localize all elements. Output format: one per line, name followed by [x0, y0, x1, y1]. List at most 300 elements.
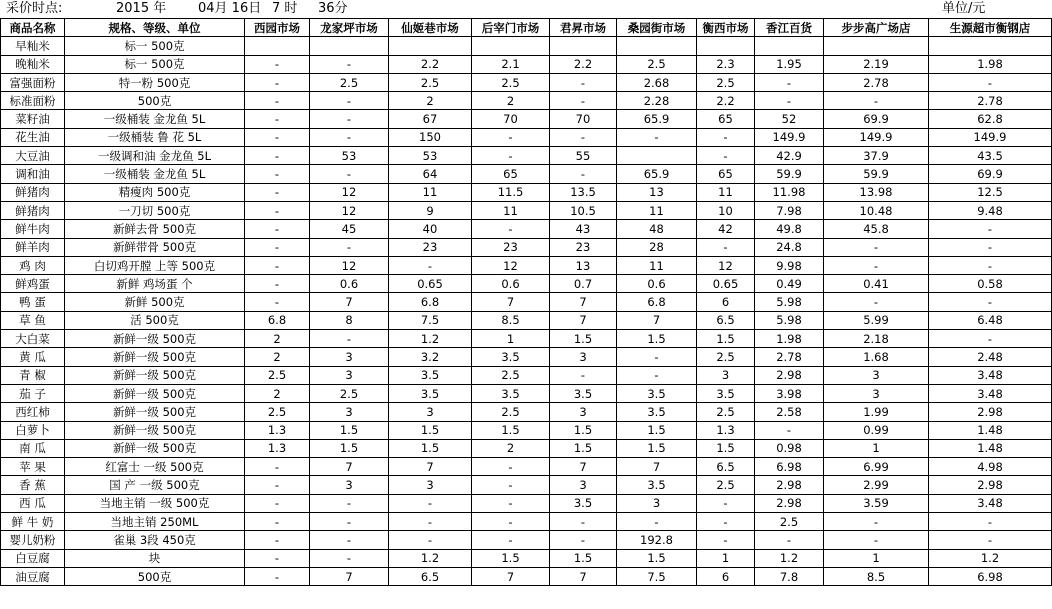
price-cell: 1.68	[824, 348, 929, 366]
price-cell: 8.5	[472, 311, 550, 329]
price-cell: 23	[550, 238, 617, 256]
table-row	[1, 366, 1052, 384]
price-cell: -	[310, 330, 389, 348]
price-cell: 3.98	[755, 384, 824, 402]
price-cell: -	[245, 549, 310, 567]
price-cell: 1.5	[697, 330, 755, 348]
price-cell: 65	[697, 110, 755, 128]
spec-cell: 白切鸡开膛 上等 500克	[65, 256, 245, 274]
table-row	[1, 37, 1052, 55]
price-cell: 3.59	[824, 494, 929, 512]
price-cell: 2.78	[824, 73, 929, 91]
price-cell: 2.5	[697, 476, 755, 494]
price-cell: 7	[310, 458, 389, 476]
price-cell: 1.5	[389, 439, 472, 457]
price-cell: 9.98	[755, 256, 824, 274]
price-cell: -	[389, 531, 472, 549]
price-cell: 7	[617, 458, 697, 476]
price-cell: 7.5	[389, 311, 472, 329]
price-cell: 0.6	[472, 275, 550, 293]
price-cell: -	[824, 256, 929, 274]
table-row	[1, 55, 1052, 73]
price-cell	[472, 37, 550, 55]
price-cell: 2.58	[755, 403, 824, 421]
price-cell: 1.5	[550, 439, 617, 457]
price-cell: -	[929, 513, 1052, 531]
price-cell: 6.99	[824, 458, 929, 476]
price-cell: -	[617, 366, 697, 384]
price-cell: 11	[389, 183, 472, 201]
table-row	[1, 421, 1052, 439]
price-cell: 65	[472, 165, 550, 183]
price-cell: 2.98	[755, 494, 824, 512]
price-cell: 37.9	[824, 147, 929, 165]
price-cell: 5.98	[755, 311, 824, 329]
price-cell	[755, 37, 824, 55]
price-cell: 3	[310, 366, 389, 384]
price-cell: -	[697, 128, 755, 146]
product-name-cell: 白萝卜	[1, 421, 65, 439]
column-header: 衡西市场	[697, 19, 755, 37]
price-cell: 12.5	[929, 183, 1052, 201]
price-cell: 11	[472, 201, 550, 219]
price-cell: -	[617, 348, 697, 366]
price-cell: 2.5	[310, 73, 389, 91]
price-cell: -	[697, 494, 755, 512]
price-cell	[389, 37, 472, 55]
product-name-cell: 西红柿	[1, 403, 65, 421]
price-cell: -	[245, 256, 310, 274]
price-cell: 1.48	[929, 421, 1052, 439]
price-cell: 3.5	[617, 403, 697, 421]
price-cell: 3.5	[617, 384, 697, 402]
price-cell: 149.9	[929, 128, 1052, 146]
price-cell: -	[245, 73, 310, 91]
price-cell: -	[389, 256, 472, 274]
table-row	[1, 92, 1052, 110]
price-cell: -	[755, 92, 824, 110]
price-cell: 13.5	[550, 183, 617, 201]
price-cell: 9.48	[929, 201, 1052, 219]
spec-cell: 国 产 一级 500克	[65, 476, 245, 494]
price-cell: 24.8	[755, 238, 824, 256]
price-cell: 4.98	[929, 458, 1052, 476]
price-cell: -	[245, 55, 310, 73]
price-cell: -	[755, 73, 824, 91]
price-cell: 10	[697, 201, 755, 219]
price-cell: 3	[824, 384, 929, 402]
spec-cell: 一级桶装 金龙鱼 5L	[65, 165, 245, 183]
price-cell: 6	[697, 293, 755, 311]
price-table	[0, 18, 1052, 586]
price-cell: 2.99	[824, 476, 929, 494]
price-cell	[929, 37, 1052, 55]
price-cell: 55	[550, 147, 617, 165]
price-cell: -	[550, 531, 617, 549]
price-cell: 1.2	[929, 549, 1052, 567]
table-row	[1, 311, 1052, 329]
product-name-cell: 早籼米	[1, 37, 65, 55]
price-cell: 1.2	[389, 549, 472, 567]
price-cell: 3.5	[472, 348, 550, 366]
price-cell: 65	[697, 165, 755, 183]
spec-cell: 新鲜带骨 500克	[65, 238, 245, 256]
price-cell: 9	[389, 201, 472, 219]
spec-cell: 新鲜一级 500克	[65, 439, 245, 457]
price-cell: -	[697, 531, 755, 549]
price-cell: 3	[824, 366, 929, 384]
spec-cell: 新鲜一级 500克	[65, 421, 245, 439]
price-cell: 1	[824, 549, 929, 567]
price-cell: -	[310, 55, 389, 73]
price-cell: -	[310, 238, 389, 256]
price-cell: 70	[472, 110, 550, 128]
price-cell	[310, 37, 389, 55]
price-cell: -	[697, 513, 755, 531]
price-cell: 6.48	[929, 311, 1052, 329]
spec-cell: 块	[65, 549, 245, 567]
price-cell: 2.5	[245, 403, 310, 421]
price-cell: 13.98	[824, 183, 929, 201]
price-cell: 3.5	[550, 494, 617, 512]
price-cell: 23	[472, 238, 550, 256]
table-row	[1, 494, 1052, 512]
price-cell: 12	[310, 201, 389, 219]
price-cell: -	[389, 513, 472, 531]
price-cell: 7	[550, 293, 617, 311]
price-cell: 0.65	[389, 275, 472, 293]
price-cell: -	[617, 128, 697, 146]
spec-cell: 500克	[65, 567, 245, 585]
spec-cell: 一级桶装 鲁 花 5L	[65, 128, 245, 146]
price-cell: 0.6	[617, 275, 697, 293]
table-row	[1, 403, 1052, 421]
spec-cell: 新鲜去骨 500克	[65, 220, 245, 238]
price-cell: 3.5	[389, 366, 472, 384]
price-cell: 6.8	[389, 293, 472, 311]
price-cell: 3	[617, 494, 697, 512]
price-cell: 3.2	[389, 348, 472, 366]
price-cell: 11	[617, 256, 697, 274]
price-cell: -	[929, 531, 1052, 549]
price-cell: 2.98	[929, 476, 1052, 494]
product-name-cell: 标准面粉	[1, 92, 65, 110]
price-cell: 1.3	[245, 421, 310, 439]
price-cell: -	[929, 73, 1052, 91]
sample-time-label: 采价时点:	[6, 1, 63, 16]
price-cell: 0.6	[310, 275, 389, 293]
price-cell: -	[472, 458, 550, 476]
price-cell: 45.8	[824, 220, 929, 238]
spec-cell: 一刀切 500克	[65, 201, 245, 219]
column-header: 君昇市场	[550, 19, 617, 37]
price-cell: 2.2	[389, 55, 472, 73]
product-name-cell: 富强面粉	[1, 73, 65, 91]
price-cell: -	[245, 458, 310, 476]
price-cell: 1	[472, 330, 550, 348]
price-cell: 2	[472, 439, 550, 457]
price-cell: 49.8	[755, 220, 824, 238]
price-cell: 150	[389, 128, 472, 146]
price-cell: 7	[472, 293, 550, 311]
price-cell: -	[755, 421, 824, 439]
price-cell: 59.9	[824, 165, 929, 183]
product-name-cell: 鲜猪肉	[1, 183, 65, 201]
price-cell: -	[824, 513, 929, 531]
price-cell: 59.9	[755, 165, 824, 183]
product-name-cell: 鸭 蛋	[1, 293, 65, 311]
price-cell: 11.98	[755, 183, 824, 201]
price-cell: 11.5	[472, 183, 550, 201]
price-cell: 65.9	[617, 165, 697, 183]
unit-label: 单位/元	[942, 1, 986, 16]
product-name-cell: 黄 瓜	[1, 348, 65, 366]
price-cell: 69.9	[929, 165, 1052, 183]
table-row	[1, 330, 1052, 348]
product-name-cell: 鸡 肉	[1, 256, 65, 274]
spec-cell: 当地主销 250ML	[65, 513, 245, 531]
price-cell: -	[697, 238, 755, 256]
price-cell: 1.5	[617, 439, 697, 457]
price-cell: -	[472, 476, 550, 494]
price-cell: 1.5	[617, 549, 697, 567]
price-cell: 42	[697, 220, 755, 238]
price-cell: 7.5	[617, 567, 697, 585]
price-cell: 11	[697, 183, 755, 201]
price-cell: 3	[389, 403, 472, 421]
price-cell: -	[824, 92, 929, 110]
price-cell: 1.5	[550, 549, 617, 567]
price-cell: 2.1	[472, 55, 550, 73]
price-cell: 2.2	[697, 92, 755, 110]
price-cell: 3	[550, 403, 617, 421]
price-cell: 1.5	[472, 421, 550, 439]
price-cell: 7	[472, 567, 550, 585]
table-row	[1, 128, 1052, 146]
product-name-cell: 白豆腐	[1, 549, 65, 567]
price-cell: 64	[389, 165, 472, 183]
spec-cell: 新鲜 500克	[65, 293, 245, 311]
price-cell: 11	[617, 201, 697, 219]
column-header: 龙家坪市场	[310, 19, 389, 37]
price-cell: 23	[389, 238, 472, 256]
price-cell: 1.98	[755, 330, 824, 348]
price-cell: 6.5	[697, 311, 755, 329]
price-cell: -	[929, 238, 1052, 256]
price-cell: -	[245, 128, 310, 146]
price-cell: -	[310, 110, 389, 128]
table-row	[1, 110, 1052, 128]
price-cell: 6	[697, 567, 755, 585]
price-cell: 1.5	[310, 439, 389, 457]
price-cell	[697, 37, 755, 55]
price-cell: 7.98	[755, 201, 824, 219]
price-cell: -	[617, 513, 697, 531]
price-cell: 2.5	[755, 513, 824, 531]
price-cell: 3.48	[929, 384, 1052, 402]
spec-cell: 特一粉 500克	[65, 73, 245, 91]
spec-cell: 500克	[65, 92, 245, 110]
price-cell: 3.5	[472, 384, 550, 402]
spec-cell: 精瘦肉 500克	[65, 183, 245, 201]
price-cell: -	[472, 147, 550, 165]
price-cell: -	[550, 92, 617, 110]
price-cell: -	[824, 238, 929, 256]
price-cell: 3.5	[550, 384, 617, 402]
price-cell: 3.48	[929, 366, 1052, 384]
price-cell: 149.9	[755, 128, 824, 146]
price-cell: -	[310, 494, 389, 512]
price-cell: 2.98	[929, 403, 1052, 421]
price-cell: 43.5	[929, 147, 1052, 165]
price-cell: 28	[617, 238, 697, 256]
table-row	[1, 220, 1052, 238]
price-cell: 3.5	[617, 476, 697, 494]
spec-cell: 新鲜一级 500克	[65, 348, 245, 366]
price-cell: 6.8	[617, 293, 697, 311]
price-cell: 6.98	[929, 567, 1052, 585]
product-name-cell: 鲜 牛 奶	[1, 513, 65, 531]
price-cell: 2	[245, 384, 310, 402]
table-row	[1, 458, 1052, 476]
price-cell: -	[472, 513, 550, 531]
price-cell: 6.5	[697, 458, 755, 476]
price-cell: 7	[550, 567, 617, 585]
price-cell: -	[245, 238, 310, 256]
price-cell: 3	[310, 348, 389, 366]
price-cell: 2	[472, 92, 550, 110]
price-cell: -	[245, 293, 310, 311]
price-cell: 70	[550, 110, 617, 128]
product-name-cell: 大白菜	[1, 330, 65, 348]
price-cell: 1.95	[755, 55, 824, 73]
price-cell: 5.99	[824, 311, 929, 329]
price-cell: 2.18	[824, 330, 929, 348]
price-cell: 8.5	[824, 567, 929, 585]
spec-cell: 新鲜一级 500克	[65, 330, 245, 348]
product-name-cell: 鲜猪肉	[1, 201, 65, 219]
price-cell: 2.5	[245, 366, 310, 384]
price-cell: -	[929, 330, 1052, 348]
column-header: 生源超市衡钢店	[929, 19, 1052, 37]
price-cell: 6.98	[755, 458, 824, 476]
price-cell: 2.28	[617, 92, 697, 110]
price-cell: 2.5	[472, 403, 550, 421]
spec-cell: 当地主销 一级 500克	[65, 494, 245, 512]
spec-cell: 新鲜一级 500克	[65, 384, 245, 402]
price-cell: 1.3	[245, 439, 310, 457]
price-cell: 3.5	[389, 384, 472, 402]
price-cell: 2.5	[472, 366, 550, 384]
price-cell: 3	[310, 403, 389, 421]
table-row	[1, 165, 1052, 183]
table-row	[1, 384, 1052, 402]
price-cell: 7	[389, 458, 472, 476]
price-cell: 1.99	[824, 403, 929, 421]
price-cell: 7	[310, 293, 389, 311]
sample-date: 04月 16日	[198, 1, 262, 16]
price-cell	[617, 37, 697, 55]
price-cell: 1.5	[550, 330, 617, 348]
price-cell: 43	[550, 220, 617, 238]
price-cell: 1.98	[929, 55, 1052, 73]
product-name-cell: 鲜牛肉	[1, 220, 65, 238]
price-cell: -	[550, 513, 617, 531]
price-cell: -	[310, 513, 389, 531]
price-cell: -	[929, 293, 1052, 311]
column-header: 桑园街市场	[617, 19, 697, 37]
price-cell: 2.98	[755, 366, 824, 384]
price-cell: 1.5	[697, 439, 755, 457]
price-cell: -	[824, 531, 929, 549]
price-cell: 1.2	[755, 549, 824, 567]
product-name-cell: 鲜鸡蛋	[1, 275, 65, 293]
price-cell: -	[550, 165, 617, 183]
column-header: 商品名称	[1, 19, 65, 37]
price-cell: -	[755, 531, 824, 549]
price-cell: 10.48	[824, 201, 929, 219]
price-cell: -	[824, 293, 929, 311]
spec-cell: 标一 500克	[65, 37, 245, 55]
price-cell: -	[472, 531, 550, 549]
price-cell: -	[550, 73, 617, 91]
price-cell: 3	[697, 366, 755, 384]
price-cell: 52	[755, 110, 824, 128]
price-cell: 5.98	[755, 293, 824, 311]
table-row	[1, 476, 1052, 494]
product-name-cell: 婴儿奶粉	[1, 531, 65, 549]
product-name-cell: 大豆油	[1, 147, 65, 165]
price-cell: 3	[310, 476, 389, 494]
price-cell: 3.5	[697, 384, 755, 402]
price-cell: -	[245, 275, 310, 293]
price-cell: 12	[310, 256, 389, 274]
price-cell: 0.41	[824, 275, 929, 293]
column-header: 后宰门市场	[472, 19, 550, 37]
column-header: 步步高广场店	[824, 19, 929, 37]
price-cell: 2.3	[697, 55, 755, 73]
price-cell: 0.99	[824, 421, 929, 439]
price-cell: 1	[697, 549, 755, 567]
price-cell: 1.5	[550, 421, 617, 439]
price-cell: 1.5	[617, 421, 697, 439]
price-cell: 13	[617, 183, 697, 201]
price-cell: -	[310, 531, 389, 549]
product-name-cell: 茄 子	[1, 384, 65, 402]
price-cell: 2.5	[617, 55, 697, 73]
spec-cell: 一级调和油 金龙鱼 5L	[65, 147, 245, 165]
price-cell: -	[245, 147, 310, 165]
price-cell	[824, 37, 929, 55]
price-cell: 7	[550, 311, 617, 329]
price-cell: 6.5	[389, 567, 472, 585]
price-cell: -	[550, 128, 617, 146]
product-name-cell: 晚籼米	[1, 55, 65, 73]
price-cell: -	[929, 256, 1052, 274]
table-row	[1, 549, 1052, 567]
price-cell: 2.5	[389, 73, 472, 91]
price-cell: 1.5	[389, 421, 472, 439]
price-cell: 12	[310, 183, 389, 201]
product-name-cell: 青 椒	[1, 366, 65, 384]
price-cell: 1.5	[310, 421, 389, 439]
price-cell: 1	[824, 439, 929, 457]
table-row	[1, 567, 1052, 585]
price-cell: 53	[310, 147, 389, 165]
price-cell: 7.8	[755, 567, 824, 585]
price-cell: -	[310, 128, 389, 146]
table-row	[1, 201, 1052, 219]
